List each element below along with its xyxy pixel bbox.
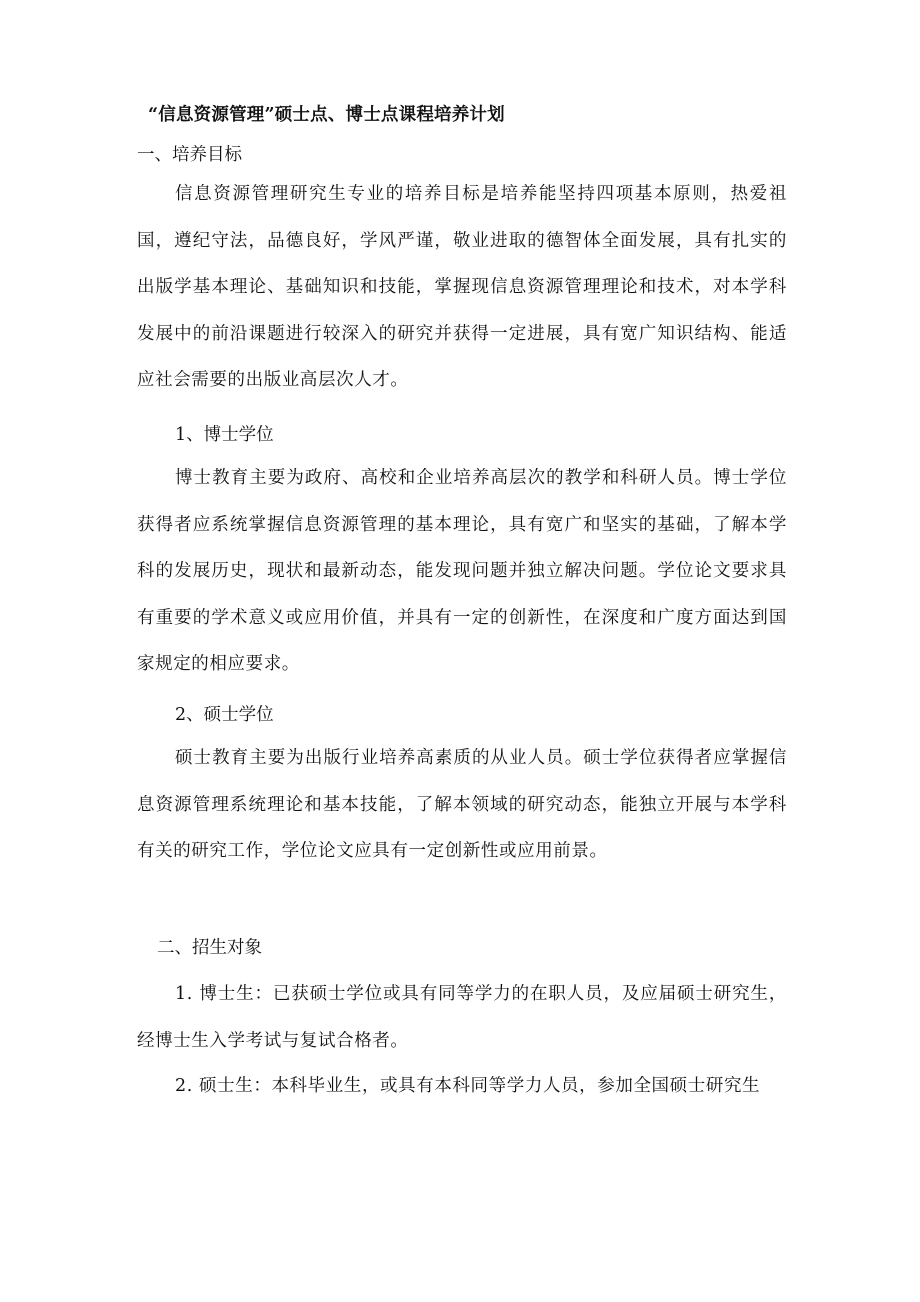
paragraph-admission-phd: 1. 博士生：已获硕士学位或具有同等学力的在职人员，及应届硕士研究生，经博士生入学考试与复试合格者。 <box>137 984 787 1051</box>
section-heading-admission: 二、招生对象 <box>157 938 262 958</box>
subheading-master: 2、硕士学位 <box>175 705 274 725</box>
document-title: “信息资源管理”硕士点、博士点课程培养计划 <box>148 105 505 125</box>
paragraph-phd: 博士教育主要为政府、高校和企业培养高层次的教学和科研人员。博士学位获得者应系统掌握信息资源管理的基本理论，具有宽广和坚实的基础，了解本学科的发展历史，现状和最新动态，能发现问题并独立解决问题。学位论文要求具有重要的学术意义或应用价值，并具有一定的创新性，在深度和广度方面达到国家规定的相应要求。 <box>137 468 787 674</box>
paragraph-admission-master: 2. 硕士生：本科毕业生，或具有本科同等学力人员，参加全国硕士研究生 <box>175 1076 761 1096</box>
section-heading-training-goals: 一、培养目标 <box>137 145 242 165</box>
subheading-phd: 1、博士学位 <box>175 425 274 445</box>
paragraph-training-goals: 信息资源管理研究生专业的培养目标是培养能坚持四项基本原则，热爱祖国，遵纪守法，品德良好，学风严谨，敬业进取的德智体全面发展，具有扎实的出版学基本理论、基础知识和技能，掌握现信息资源管理理论和技术，对本学科发展中的前沿课题进行较深入的研究并获得一定进展，具有宽广知识结构、能适应社会需要的出版业高层次人才。 <box>137 184 787 390</box>
paragraph-master: 硕士教育主要为出版行业培养高素质的从业人员。硕士学位获得者应掌握信息资源管理系统理论和基本技能，了解本领域的研究动态，能独立开展与本学科有关的研究工作，学位论文应具有一定创新性或应用前景。 <box>137 748 787 861</box>
